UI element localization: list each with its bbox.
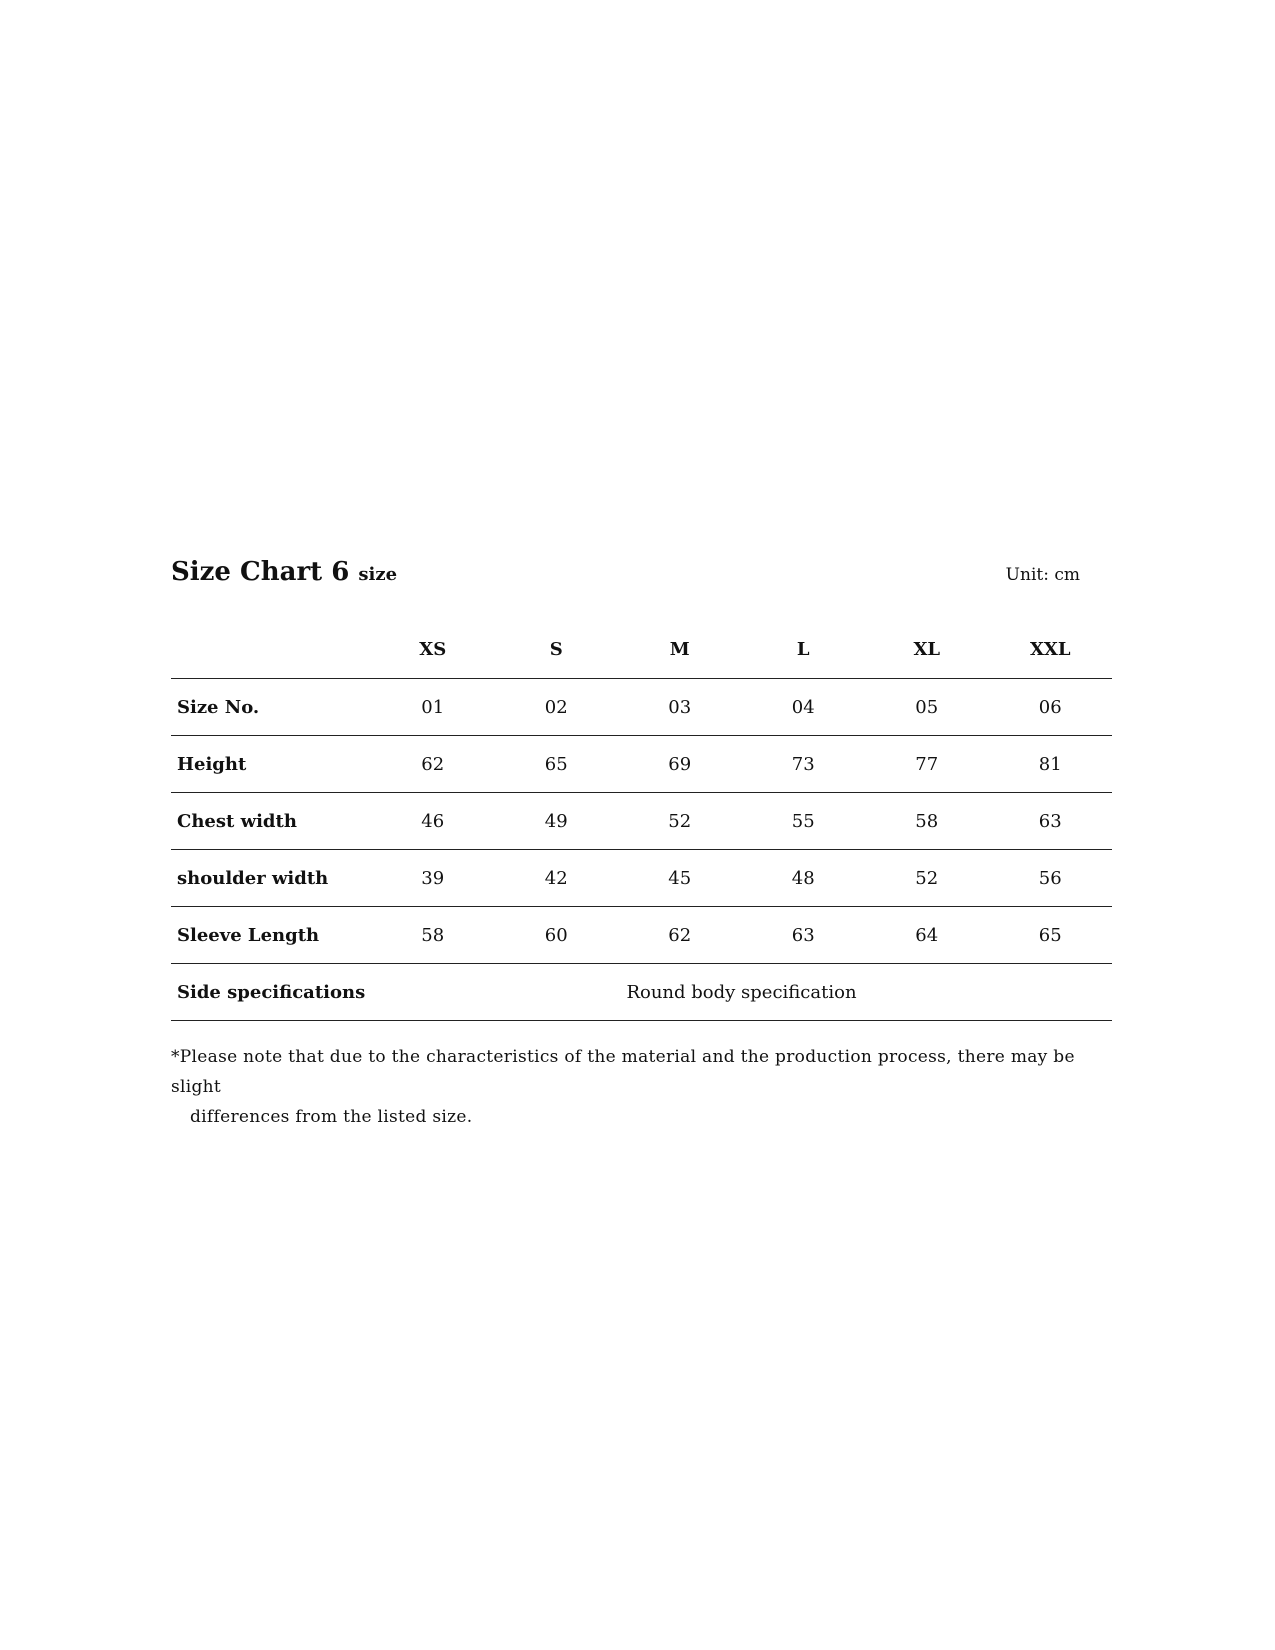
table-cell: 52 [668, 810, 692, 832]
table-cell: 65 [1038, 924, 1062, 946]
table-cell: 48 [791, 867, 815, 889]
table-cell: 02 [544, 696, 568, 718]
table-row [171, 679, 1112, 736]
table-cell: 06 [1038, 696, 1062, 718]
table-cell: 65 [544, 753, 568, 775]
table-cell: 73 [791, 753, 815, 775]
page-title [171, 557, 397, 587]
header-empty-cell [171, 621, 371, 679]
table-row [171, 793, 1112, 850]
table-cell: 58 [915, 810, 939, 832]
table-cell: 63 [791, 924, 815, 946]
table-cell: 77 [915, 753, 939, 775]
table-cell: 42 [544, 867, 568, 889]
row-label: Sleeve Length [177, 924, 320, 946]
note-line: *Please note that due to the characteristics of the material and the production process, there may be slight [171, 1047, 1075, 1097]
row-label: Size No. [177, 696, 260, 718]
column-header: XL [865, 621, 989, 679]
table-cell: 46 [421, 810, 445, 832]
table-row [171, 736, 1112, 793]
column-header: M [618, 621, 742, 679]
size-table [171, 621, 1112, 1021]
table-cell: 01 [421, 696, 445, 718]
table-row [171, 850, 1112, 907]
table-cell: 58 [421, 924, 445, 946]
note-line: differences from the listed size. [190, 1107, 473, 1127]
table-cell: 56 [1038, 867, 1062, 889]
table-cell: 49 [544, 810, 568, 832]
title-suffix: size [358, 564, 398, 585]
table-cell: 64 [915, 924, 939, 946]
table-cell: 55 [791, 810, 815, 832]
table-cell: 62 [668, 924, 692, 946]
unit-label: Unit: cm [1005, 565, 1080, 585]
size-disclaimer-note [171, 1042, 1111, 1132]
table-cell: 05 [915, 696, 939, 718]
table-cell: 04 [791, 696, 815, 718]
table-cell: 45 [668, 867, 692, 889]
column-header: XS [371, 621, 495, 679]
table-cell: 60 [544, 924, 568, 946]
spec-value-cell: Round body specification [626, 981, 857, 1003]
column-header: L [742, 621, 866, 679]
row-label: Side specifications [177, 981, 366, 1003]
table-cell: 39 [421, 867, 445, 889]
table-cell: 81 [1038, 753, 1062, 775]
row-label: Height [177, 753, 247, 775]
row-label: shoulder width [177, 867, 329, 889]
table-cell: 62 [421, 753, 445, 775]
table-cell: 03 [668, 696, 692, 718]
table-cell: 52 [915, 867, 939, 889]
title-main: Size Chart 6 [171, 557, 350, 587]
chart-header [171, 555, 1080, 591]
row-label: Chest width [177, 810, 297, 832]
table-cell: 69 [668, 753, 692, 775]
table-header-row [171, 621, 1112, 679]
table-row [171, 907, 1112, 964]
column-header: XXL [989, 621, 1113, 679]
table-cell: 63 [1038, 810, 1062, 832]
column-header: S [495, 621, 619, 679]
table-row-specifications [171, 964, 1112, 1021]
